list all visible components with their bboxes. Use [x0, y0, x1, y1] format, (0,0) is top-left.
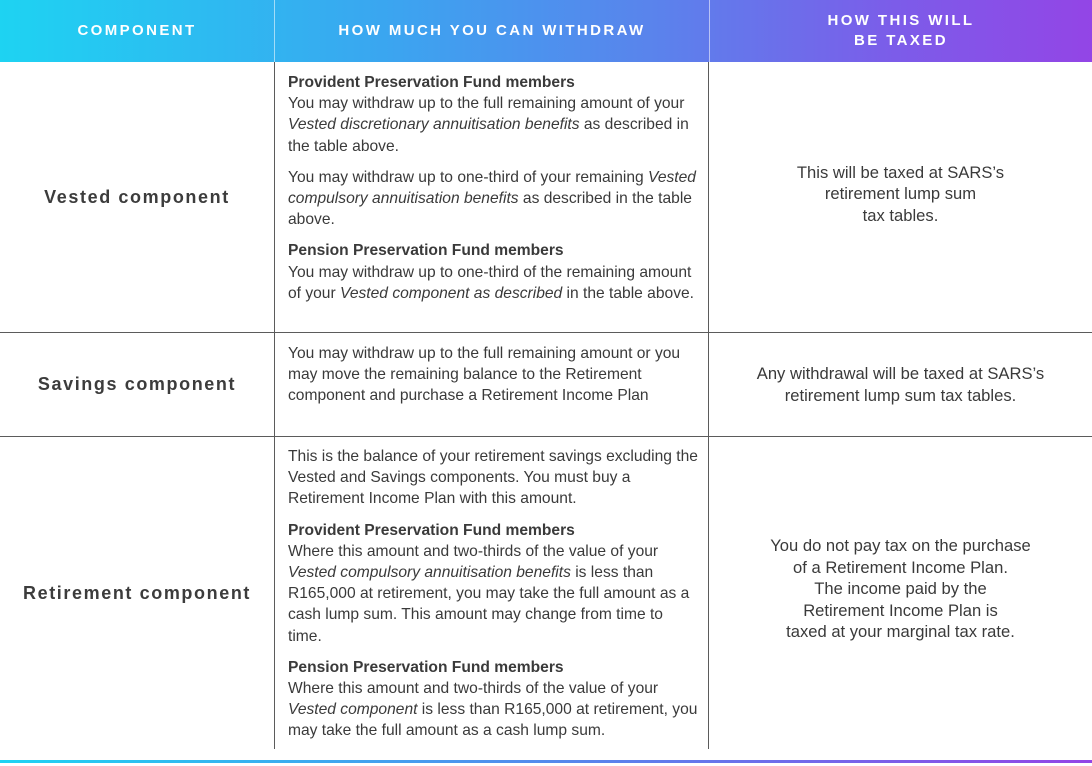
header-taxed-line1: HOW THIS WILL [827, 12, 975, 29]
retirement-tax-line4: Retirement Income Plan is [803, 600, 998, 620]
vested-p2-block [288, 167, 700, 231]
table-header [0, 0, 1092, 62]
retirement-withdraw-cell [274, 437, 709, 749]
savings-p1: You may withdraw up to the full remaining amount or you may move the remaining balance to the Retirement component and purchase a Retirement Income Plan [288, 345, 681, 405]
retirement-p3-em: Vested component [288, 701, 418, 719]
vested-p2-a: You may withdraw up to one-third of your remaining [288, 168, 649, 186]
vested-p3-em: Vested component as described [340, 284, 563, 302]
vested-ppf-block [288, 72, 700, 157]
savings-withdraw-cell [274, 333, 709, 436]
retirement-pension-block [288, 657, 700, 742]
vested-p1-a: You may withdraw up to the full remaining amount of your [288, 95, 685, 113]
vested-p2-em: Vested compulsory annuitisation benefits [288, 168, 696, 208]
header-component: COMPONENT [77, 22, 197, 39]
header-taxed [709, 0, 1092, 62]
savings-label: Savings component [37, 374, 237, 394]
retirement-ppf-heading: Provident Preservation Fund members [288, 521, 575, 539]
vested-tax-line1: This will be taxed at SARS’s [796, 162, 1005, 182]
header-taxed-line2: BE TAXED [854, 32, 948, 49]
retirement-label: Retirement component [22, 582, 252, 603]
bottom-gradient-rule [0, 760, 1092, 763]
table-row-savings [0, 332, 1092, 436]
savings-tax-line2: retirement lump sum tax tables. [784, 385, 1017, 405]
vested-p3-b: in the table above. [562, 284, 694, 302]
table-row-vested [0, 62, 1092, 332]
vested-p3-a: You may withdraw up to one-third of the remaining amount of your [288, 263, 692, 302]
retirement-tax-line1: You do not pay tax on the purchase [770, 536, 1031, 556]
retirement-tax-line5: taxed at your marginal tax rate. [786, 622, 1015, 642]
retirement-p3-b: is less than R165,000 at retirement, you may take the full amount as a cash lump sum. [288, 701, 698, 740]
vested-tax-cell [709, 62, 1092, 332]
retirement-p3-a: Where this amount and two-thirds of the value of your [288, 680, 659, 698]
retirement-tax-line3: The income paid by the [814, 579, 987, 599]
vested-p1-em: Vested discretionary annuitisation benefits [288, 116, 580, 134]
retirement-p1: This is the balance of your retirement savings excluding the Vested and Savings components. You must buy a Retirement Income Plan with this amount. [288, 448, 698, 508]
retirement-p2-em: Vested compulsory annuitisation benefits [288, 564, 571, 582]
vested-tax-line2: retirement lump sum [824, 184, 977, 204]
retirement-p2-b: is less than R165,000 at retirement, you may take the full amount as a cash lump sum. This amount may change from time to time. [288, 564, 690, 645]
vested-label: Vested component [44, 186, 230, 207]
retirement-tax-cell [709, 437, 1092, 749]
savings-tax-line1: Any withdrawal will be taxed at SARS’s [756, 364, 1045, 383]
vested-tax-line3: tax tables. [862, 205, 939, 225]
vested-p1-b: as described in the table above. [288, 116, 689, 155]
savings-tax-cell [709, 333, 1092, 436]
header-withdraw: HOW MUCH YOU CAN WITHDRAW [274, 0, 709, 62]
retirement-pension-heading: Pension Preservation Fund members [288, 658, 564, 676]
vested-ppf-heading: Provident Preservation Fund members [288, 74, 575, 91]
retirement-ppf-block [288, 520, 700, 647]
vested-pension-block [288, 240, 700, 304]
retirement-tax-line2: of a Retirement Income Plan. [793, 557, 1008, 577]
vested-p2-b: as described in the table above. [288, 190, 692, 229]
vested-withdraw-cell [274, 62, 709, 332]
table-row-retirement [0, 436, 1092, 749]
retirement-p2-a: Where this amount and two-thirds of the value of your [288, 542, 659, 560]
vested-pension-heading: Pension Preservation Fund members [288, 242, 564, 260]
